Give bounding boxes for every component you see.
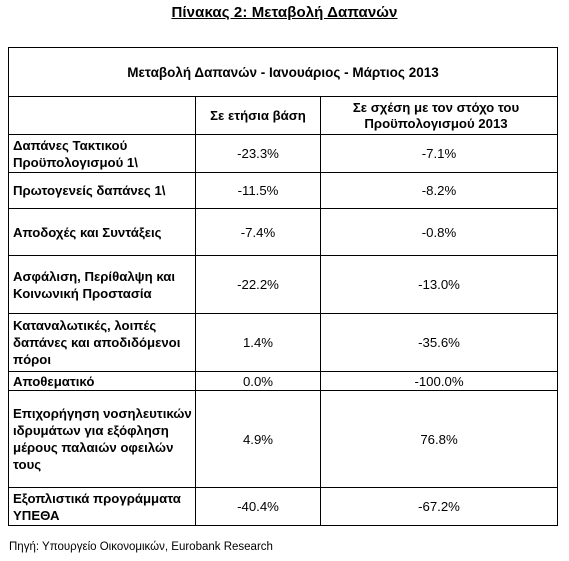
caption-row [9,48,558,97]
column-header-annual: Σε ετήσια βάση [196,97,321,135]
target-change-cell: -35.6% [321,314,558,372]
table-row [9,209,558,256]
target-change-cell: -7.1% [321,135,558,173]
row-label: Αποθεματικό [9,372,196,391]
target-change-cell: -13.0% [321,256,558,314]
table-title: Πίνακας 2: Μεταβολή Δαπανών [171,4,398,21]
header-empty-cell [9,97,196,135]
target-change-cell: -0.8% [321,209,558,256]
header-row [9,97,558,135]
annual-change-cell: 4.9% [196,391,321,488]
source-note: Πηγή: Υπουργείο Οικονομικών, Eurobank Research [9,541,273,553]
table-row [9,173,558,209]
target-change-cell: 76.8% [321,391,558,488]
table-row [9,256,558,314]
annual-change-cell: 0.0% [196,372,321,391]
target-change-cell: -100.0% [321,372,558,391]
row-label: Καταναλωτικές, λοιπές δαπάνες και αποδιδόμενοι πόροι [9,314,196,372]
target-change-cell: -8.2% [321,173,558,209]
target-change-cell: -67.2% [321,488,558,526]
row-label: Ασφάλιση, Περίθαλψη και Κοινωνική Προστασία [9,256,196,314]
row-label: Πρωτογενείς δαπάνες 1\ [9,173,196,209]
annual-change-cell: -40.4% [196,488,321,526]
table-row [9,391,558,488]
table-row [9,372,558,391]
annual-change-cell: 1.4% [196,314,321,372]
table-row [9,488,558,526]
row-label: Επιχορήγηση νοσηλευτικών ιδρυμάτων για εξόφληση μέρους παλαιών οφειλών τους [9,391,196,488]
table-row [9,135,558,173]
table-caption: Μεταβολή Δαπανών - Ιανουάριος - Μάρτιος 2013 [9,48,558,97]
annual-change-cell: -11.5% [196,173,321,209]
annual-change-cell: -22.2% [196,256,321,314]
expenditure-table [8,47,558,526]
row-label: Εξοπλιστικά προγράμματα ΥΠΕΘΑ [9,488,196,526]
annual-change-cell: -23.3% [196,135,321,173]
table-row [9,314,558,372]
row-label: Δαπάνες Τακτικού Προϋπολογισμού 1\ [9,135,196,173]
row-label: Αποδοχές και Συντάξεις [9,209,196,256]
annual-change-cell: -7.4% [196,209,321,256]
column-header-target: Σε σχέση με τον στόχο του Προϋπολογισμού 2013 [321,97,558,135]
